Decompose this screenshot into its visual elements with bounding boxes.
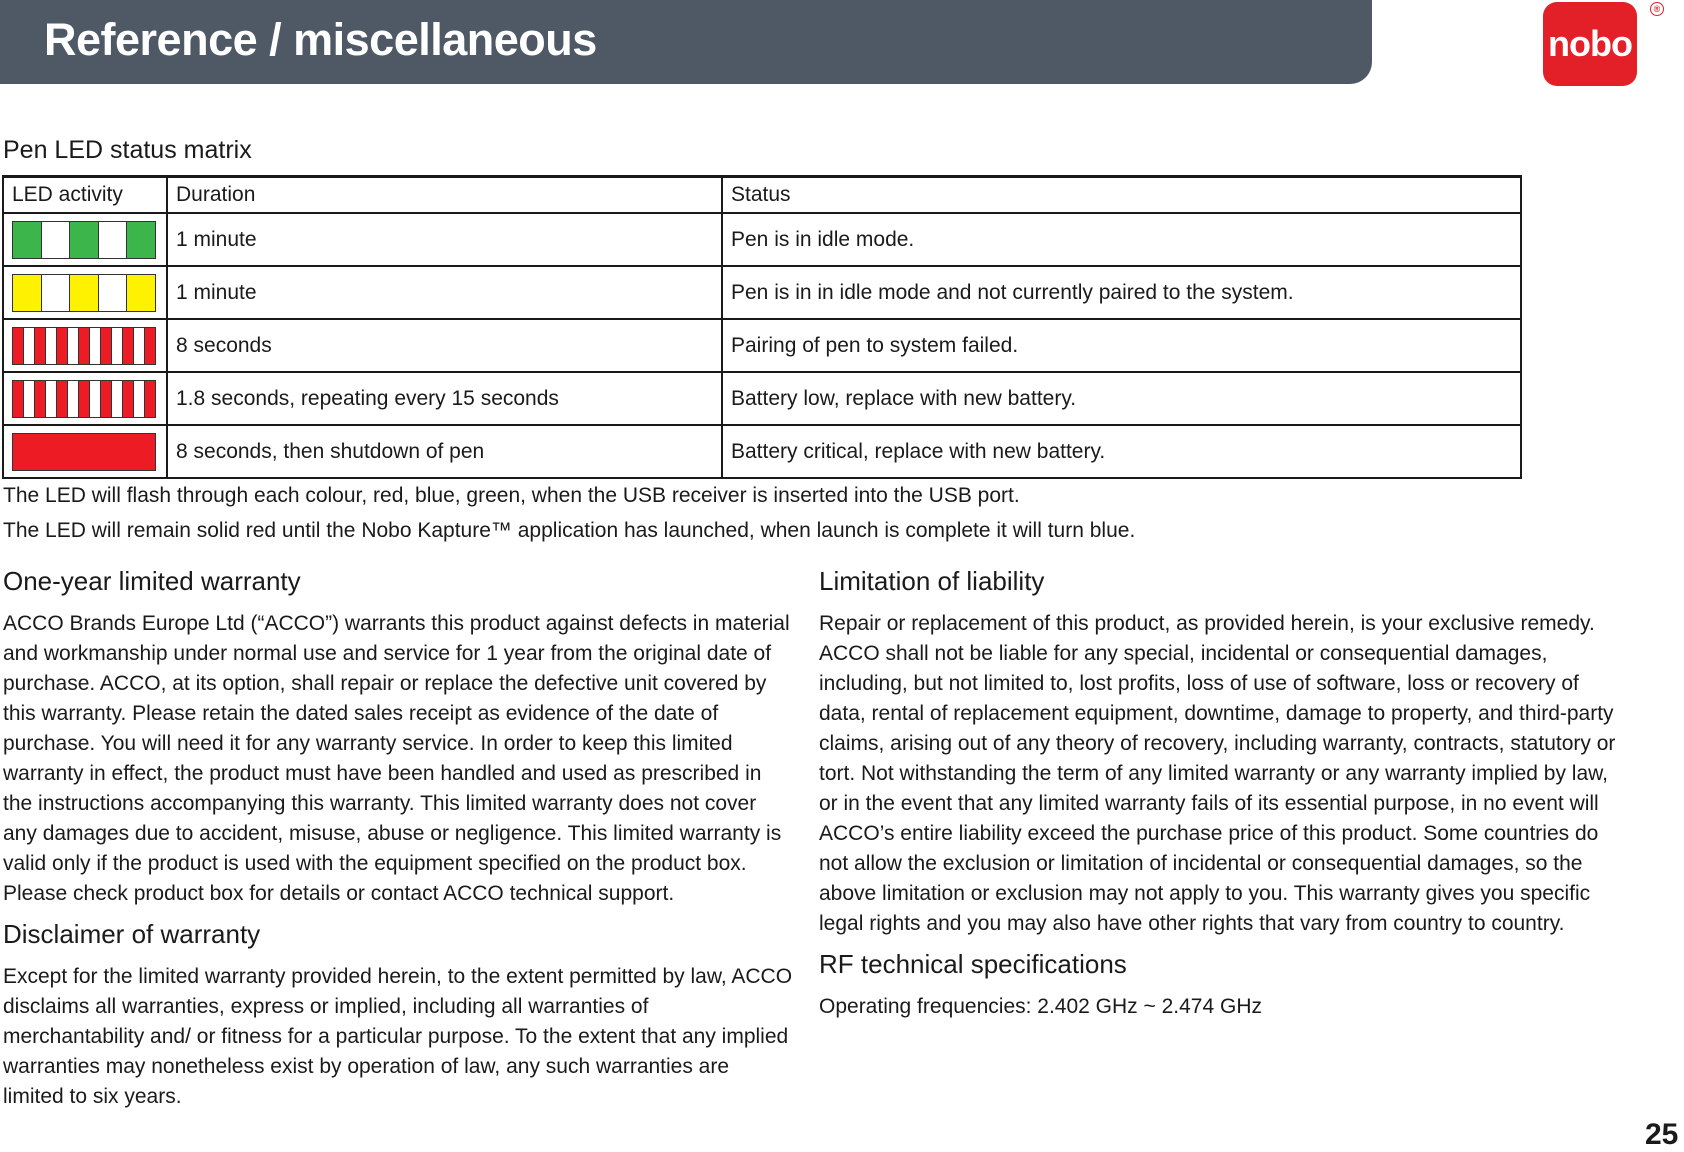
led-activity-cell (3, 266, 167, 319)
disclaimer-text: Except for the limited warranty provided herein, to the extent permitted by law, ACCO disclaims all warranties, express or implied, including all warranties of merchantability and/ or fitness for a particular purpose. To the extent that any implied warranties may nonetheless exist by operation of law, any such warranties are limited to six years. (3, 965, 793, 1108)
duration-cell: 1.8 seconds, repeating every 15 seconds (167, 372, 722, 425)
page-number: 25 (1645, 1118, 1679, 1151)
led-pattern-segment (13, 222, 42, 258)
duration-cell: 1 minute (167, 213, 722, 266)
liability-text: Repair or replacement of this product, as provided herein, is your exclusive remedy. ACCO shall not be liable for any special, incidental or consequential damages, including, but not limited to, lost profits, loss of use of software, loss or recovery of data, rental of replacement equipment, downtime, damage to property, and third-party claims, arising out of any theory of recovery, including warranty, contracts, statutory or tort. Not withstanding the term of any limited warranty or any warranty implied by law, or in the event that any limited warranty fails of its essential purpose, in no event will ACCO’s entire liability exceed the purchase price of this product. Some countries do not allow the exclusion or limitation of incidental or consequential damages, so the above limitation or exclusion may not apply to you. This warranty gives you specific legal rights and you may also have other rights that vary from country to country. (819, 612, 1616, 935)
led-pattern-segment (123, 381, 134, 417)
table-row (3, 372, 1521, 425)
duration-cell: 8 seconds, then shutdown of pen (167, 425, 722, 478)
led-pattern-segment (134, 328, 145, 364)
led-pattern-segment (112, 381, 123, 417)
led-pattern-swatch (12, 380, 156, 418)
header-banner (0, 0, 1372, 84)
led-pattern-segment (79, 328, 90, 364)
table-header-row (3, 177, 1521, 214)
led-pattern-swatch (12, 327, 156, 365)
table-row (3, 266, 1521, 319)
status-cell: Pen is in idle mode. (722, 213, 1521, 266)
led-pattern-swatch (12, 433, 156, 471)
liability-heading: Limitation of liability (819, 566, 1045, 596)
left-column (3, 566, 793, 1122)
table-row (3, 213, 1521, 266)
led-pattern-swatch (12, 221, 156, 259)
led-pattern-segment (99, 275, 128, 311)
page-title: Reference / miscellaneous (44, 14, 597, 65)
registered-mark: ® (1650, 2, 1664, 16)
led-pattern-segment (57, 381, 68, 417)
led-pattern-segment (101, 381, 112, 417)
led-activity-cell (3, 319, 167, 372)
led-pattern-segment (24, 328, 35, 364)
led-pattern-segment (70, 275, 99, 311)
led-pattern-segment (13, 328, 24, 364)
warranty-heading: One-year limited warranty (3, 566, 301, 596)
led-pattern-segment (134, 381, 145, 417)
duration-cell: 1 minute (167, 266, 722, 319)
led-note-kapture: The LED will remain solid red until the Nobo Kapture™ application has launched, when launch is complete it will turn blue. (3, 519, 1136, 542)
led-activity-cell (3, 425, 167, 478)
led-status-table (2, 175, 1522, 479)
duration-cell: 8 seconds (167, 319, 722, 372)
led-pattern-segment (90, 328, 101, 364)
led-pattern-segment (127, 222, 155, 258)
led-activity-cell (3, 213, 167, 266)
led-pattern-segment (145, 381, 155, 417)
led-pattern-segment (68, 328, 79, 364)
led-pattern-segment (13, 434, 155, 470)
led-activity-cell (3, 372, 167, 425)
led-pattern-segment (68, 381, 79, 417)
led-pattern-segment (35, 381, 46, 417)
nobo-logo: nobo (1543, 2, 1637, 86)
led-pattern-segment (79, 381, 90, 417)
table-row (3, 425, 1521, 478)
column-header: LED activity (3, 177, 167, 214)
disclaimer-heading: Disclaimer of warranty (3, 919, 261, 949)
led-pattern-segment (90, 381, 101, 417)
right-column (819, 566, 1619, 1032)
led-pattern-swatch (12, 274, 156, 312)
warranty-text: ACCO Brands Europe Ltd (“ACCO”) warrants this product against defects in material and workmanship under normal use and service for 1 year from the original date of purchase. ACCO, at its option, shall repair or replace the defective unit covered by this warranty. Please retain the dated sales receipt as evidence of the date of purchase. You will need it for any warranty service. In order to keep this limited warranty in effect, the product must have been handled and used as prescribed in the instructions accompanying this warranty. This limited warranty does not cover any damages due to accident, misuse, abuse or negligence. This limited warranty is valid only if the product is used with the equipment specified on the product box. Please check product box for details or contact ACCO technical support. (3, 612, 790, 905)
led-pattern-segment (99, 222, 128, 258)
led-pattern-segment (13, 275, 42, 311)
led-pattern-segment (145, 328, 155, 364)
column-header: Status (722, 177, 1521, 214)
led-pattern-segment (35, 328, 46, 364)
led-pattern-segment (70, 222, 99, 258)
status-cell: Pen is in in idle mode and not currently paired to the system. (722, 266, 1521, 319)
column-header: Duration (167, 177, 722, 214)
led-pattern-segment (42, 275, 71, 311)
led-pattern-segment (112, 328, 123, 364)
led-pattern-segment (101, 328, 112, 364)
status-cell: Battery critical, replace with new battery. (722, 425, 1521, 478)
rf-heading: RF technical specifications (819, 949, 1127, 979)
led-pattern-segment (13, 381, 24, 417)
led-pattern-segment (42, 222, 71, 258)
led-pattern-segment (123, 328, 134, 364)
status-cell: Pairing of pen to system failed. (722, 319, 1521, 372)
led-pattern-segment (24, 381, 35, 417)
rf-text: Operating frequencies: 2.402 GHz ~ 2.474 GHz (819, 995, 1262, 1018)
led-pattern-segment (57, 328, 68, 364)
led-note-usb: The LED will flash through each colour, red, blue, green, when the USB receiver is inserted into the USB port. (3, 484, 1020, 507)
status-cell: Battery low, replace with new battery. (722, 372, 1521, 425)
table-row (3, 319, 1521, 372)
led-section-title: Pen LED status matrix (3, 136, 252, 164)
led-pattern-segment (46, 381, 57, 417)
led-pattern-segment (46, 328, 57, 364)
led-pattern-segment (127, 275, 155, 311)
